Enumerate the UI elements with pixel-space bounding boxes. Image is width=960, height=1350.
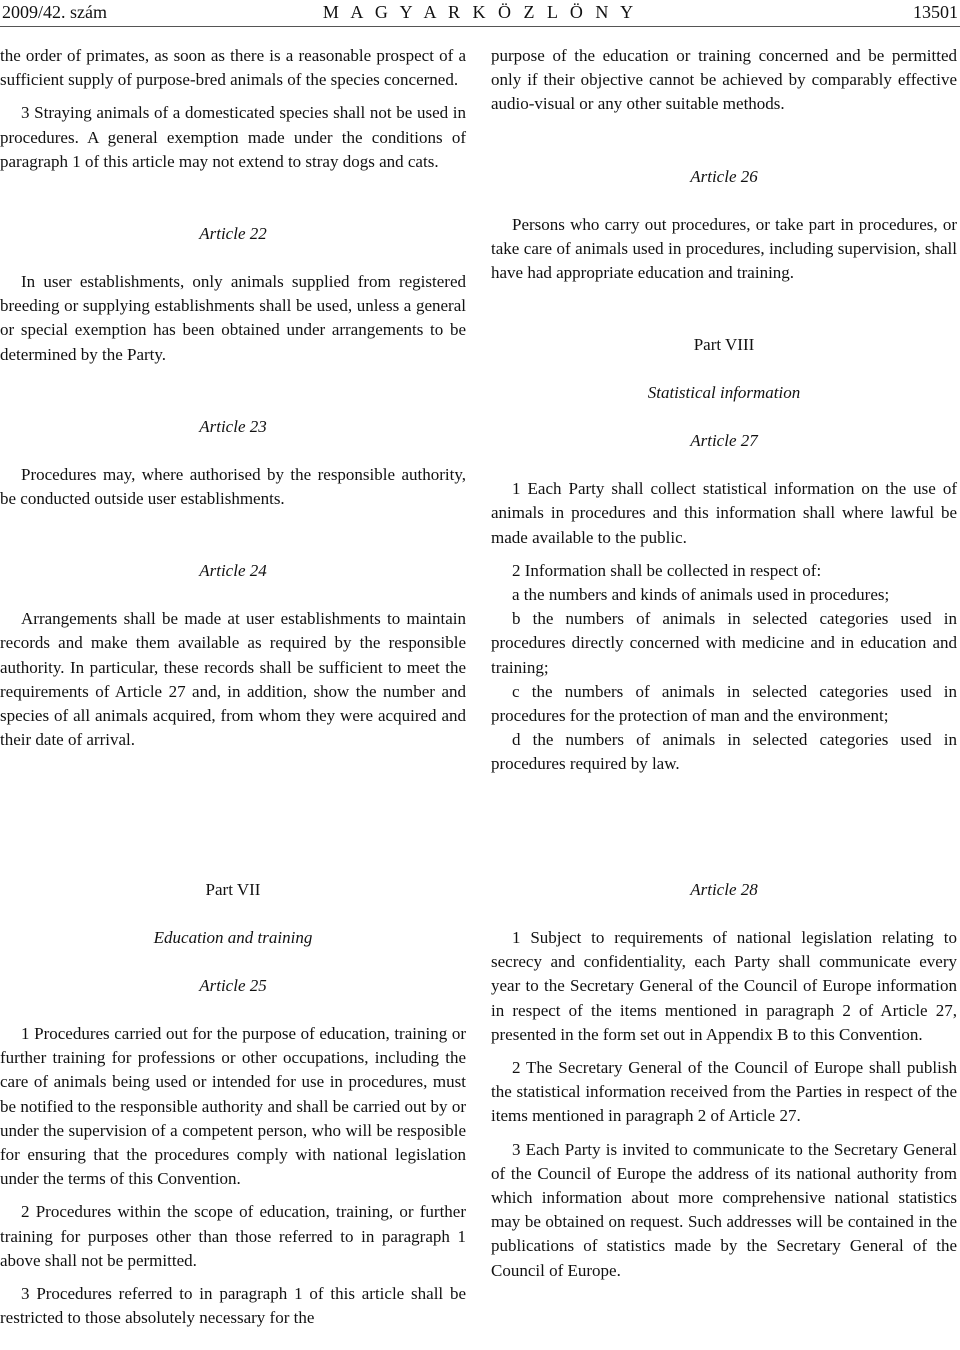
article-23-text: Procedures may, where authorised by the responsible authority, be conducted outside user establishments. <box>0 464 466 509</box>
part-vii-subtitle: Education and training <box>153 928 313 947</box>
article-26-heading: Article 26 <box>690 166 758 186</box>
page-header <box>0 0 960 27</box>
article-25-paragraph-1: 1 Procedures carried out for the purpose of education, training or further training for professions or other occupations, including the care of animals being used or intended for use in procedures, must be notified to the responsible authority and shall be carried out by or under the supervision of a competent person, who will be resposible for ensuring that the procedures comply with national legislation under the terms of this Convention. <box>0 1024 466 1189</box>
article-22-text: In user establishments, only animals supplied from registered breeding or supplying establishments shall be used, unless a general or special exemption has been obtained under arrangements to be determined by the Party. <box>0 272 466 364</box>
article-27-paragraph-2: 2 Information shall be collected in respect of: <box>512 560 822 580</box>
article-27-item-d: d the numbers of animals in selected categories used in procedures required by law. <box>491 730 957 774</box>
right-column-bottom <box>491 878 957 1283</box>
article-27-heading: Article 27 <box>690 431 758 451</box>
article-24-heading: Article 24 <box>199 561 267 581</box>
article-25-heading: Article 25 <box>199 976 267 995</box>
article-26-text: Persons who carry out procedures, or take part in procedures, or take care of animals used in procedures, including supervision, shall have had appropriate education and training. <box>491 214 957 283</box>
article-25-paragraph-2: 2 Procedures within the scope of education, training, or further training for purposes other than those referred to in paragraph 1 above shall not be permitted. <box>0 1202 466 1270</box>
left-column-top <box>0 44 466 752</box>
issue-number: 2009/42. szám <box>2 2 107 22</box>
page-number: 13501 <box>913 2 958 22</box>
article-27-paragraph-1: 1 Each Party shall collect statistical information on the use of animals in procedures and this information shall where lawful be made available to the public. <box>491 479 957 547</box>
article-27-item-c: c the numbers of animals in selected categories used in procedures for the protection of man and the environment; <box>491 681 957 726</box>
article-23-heading: Article 23 <box>199 416 267 436</box>
article-27-item-a: a the numbers and kinds of animals used in procedures; <box>512 585 890 605</box>
article-27-item-b: b the numbers of animals in selected categories used in procedures directly concerned with medicine and in education and training; <box>491 609 957 677</box>
part-vii-heading: Part VII <box>205 880 261 899</box>
article-24-text: Arrangements shall be made at user establishments to maintain records and make them available as required by the responsible authority. In particular, these records shall be sufficient to meet the requirements of Article 27 and, in addition, show the number and species of all animals acquired, from whom they were acquired and their date of arrival. <box>0 609 466 750</box>
part-viii-subtitle: Statistical information <box>647 383 801 403</box>
paragraph-continuation: the order of primates, as soon as there is a reasonable prospect of a sufficient supply of purpose-bred animals of the species concerned. <box>0 46 466 90</box>
article-22-heading: Article 22 <box>199 224 267 244</box>
paragraph-3-stray-animals: 3 Straying animals of a domesticated species shall not be used in procedures. A general exemption made under the conditions of paragraph 1 of this article may not extend to stray dogs and cats. <box>0 103 466 171</box>
right-column-top <box>491 44 957 777</box>
paragraph-continuation: purpose of the education or training concerned and be permitted only if their objective cannot be achieved by comparably effective audio-visual or any other suitable methods. <box>491 46 957 114</box>
article-28-paragraph-3: 3 Each Party is invited to communicate to the Secretary General of the Council of Europe the address of its national authority from which information about more comprehensive national statistics may be obtained on request. Such addresses will be contained in the publications of statistics made by the Secretary General of the Council of Europe. <box>491 1139 957 1280</box>
left-column-bottom <box>0 878 466 1330</box>
article-25-paragraph-3: 3 Procedures referred to in paragraph 1 of this article shall be restricted to those absolutely necessary for the <box>0 1284 466 1328</box>
article-28-paragraph-1: 1 Subject to requirements of national legislation relating to secrecy and confidentiality, each Party shall communicate every year to the Secretary General of the Council of Europe information in respect of the items mentioned in paragraph 2 of Article 27, presented in the form set out in Appendix B to this Convention. <box>491 928 957 1044</box>
publication-title: M A G Y A R K Ö Z L Ö N Y <box>322 2 638 22</box>
part-viii-heading: Part VIII <box>693 335 755 355</box>
article-28-paragraph-2: 2 The Secretary General of the Council of Europe shall publish the statistical information received from the Parties in respect of the items mentioned in paragraph 2 of Article 27. <box>491 1058 957 1126</box>
article-28-heading: Article 28 <box>690 880 758 899</box>
